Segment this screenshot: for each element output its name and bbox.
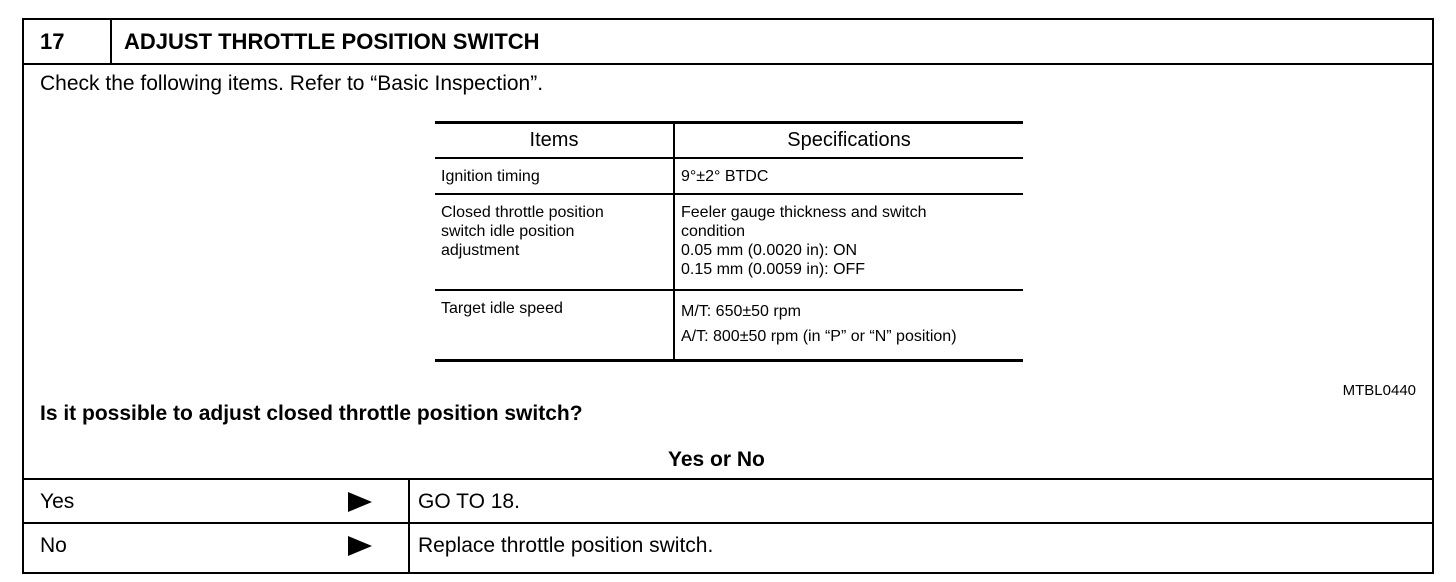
answer-action-cell	[408, 524, 713, 574]
step-number: 17	[24, 20, 112, 63]
answer-row-no[interactable]	[24, 524, 1432, 574]
spec-header-specifications: Specifications	[674, 123, 1023, 159]
answer-heading-row	[24, 440, 1432, 480]
spec-value: 9°±2° BTDC	[674, 158, 1023, 194]
spec-header-items: Items	[435, 123, 674, 159]
step-intro: Check the following items. Refer to “Basic Inspection”.	[40, 72, 544, 95]
answer-action-cell	[408, 480, 520, 522]
answer-label: No	[40, 534, 67, 557]
inspection-question: Is it possible to adjust closed throttle position switch?	[40, 402, 583, 425]
step-title: ADJUST THROTTLE POSITION SWITCH	[124, 29, 540, 54]
spec-item: Ignition timing	[435, 158, 674, 194]
play-arrow-icon	[348, 492, 372, 512]
answer-label: Yes	[40, 490, 75, 513]
play-arrow-icon	[348, 536, 372, 556]
answer-action: Replace throttle position switch.	[418, 534, 714, 557]
answer-action: GO TO 18.	[418, 490, 520, 513]
answer-row-yes[interactable]	[24, 480, 1432, 524]
spec-value: M/T: 650±50 rpm A/T: 800±50 rpm (in “P” or “N” position)	[674, 290, 1023, 360]
table-code: MTBL0440	[1342, 382, 1416, 399]
inspection-step-panel	[22, 18, 1434, 574]
step-header	[24, 20, 1432, 65]
spec-row	[435, 158, 1023, 194]
answer-heading: Yes or No	[668, 448, 765, 471]
spec-row	[435, 290, 1023, 360]
specification-table	[435, 121, 1023, 362]
spec-item: Closed throttle position switch idle position adjustment	[435, 194, 674, 290]
spec-item: Target idle speed	[435, 290, 674, 360]
spec-row	[435, 194, 1023, 290]
spec-header-row	[435, 123, 1023, 159]
spec-value: Feeler gauge thickness and switch condition 0.05 mm (0.0020 in): ON 0.15 mm (0.0059 in): OFF	[674, 194, 1023, 290]
